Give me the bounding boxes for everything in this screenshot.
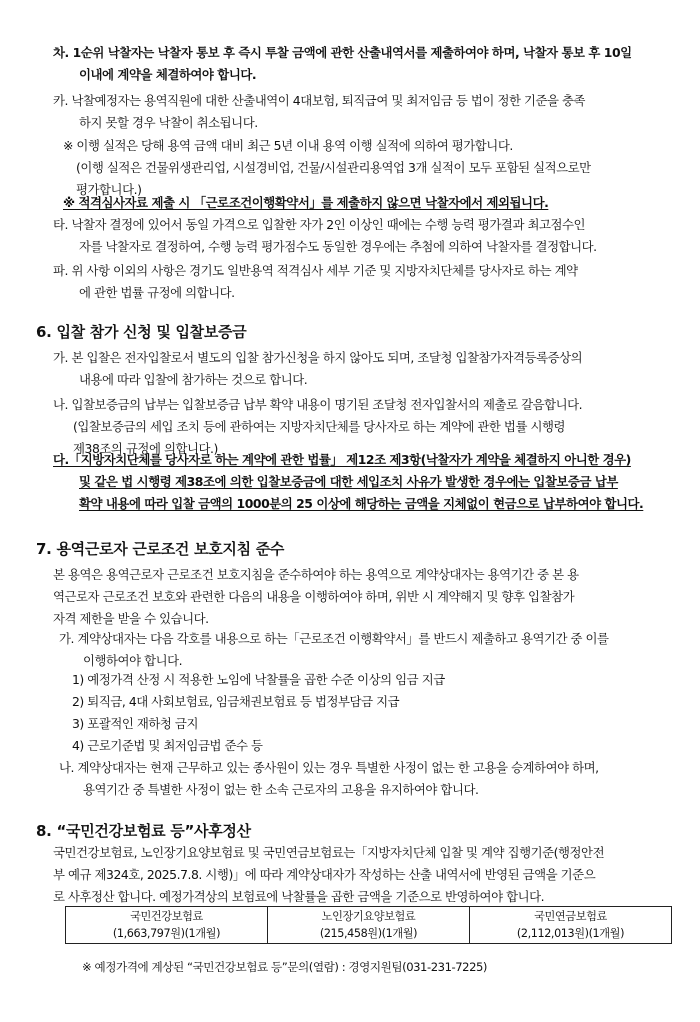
table-row: [66, 907, 672, 944]
longterm-care-amount: (215,458원)(1개월): [319, 927, 418, 940]
item-cha-line2: 이내에 계약을 체결하여야 합니다.: [79, 67, 257, 82]
note-labor-pledge: ※ 적격심사자료 제출 시 「근로조건이행확약서」를 제출하지 않으면 낙찰자에서 제외됩니다.: [63, 195, 549, 210]
pension-name: 국민연금보험료: [534, 910, 607, 923]
s8-footnote: ※ 예정가격에 계상된 “국민건강보험료 등”문의(열람) : 경영지원팀(031-231-7225): [82, 960, 488, 974]
s7-intro: [53, 564, 579, 630]
item-cha: [53, 42, 632, 86]
s6-item-na-line2: (입찰보증금의 세입 조치 등에 관하여는 지방자치단체를 당사자로 하는 계약에 관한 법률 시행령: [73, 419, 566, 434]
health-insurance-amount: (1,663,797원)(1개월): [112, 927, 221, 940]
item-cha-line1: 차. 1순위 낙찰자는 낙찰자 통보 후 즉시 투찰 금액에 관한 산출내역서를 제출하여야 하며, 낙찰자 통보 후 10일: [53, 45, 632, 60]
table-cell-pension: [470, 907, 672, 944]
s8-body-line1: 국민건강보험료, 노인장기요양보험료 및 국민연금보험료는「지방자치단체 입찰 및 계약 집행기준(행정안전: [53, 845, 605, 860]
table-cell-longterm-care: [268, 907, 470, 944]
s7-item-na-line1: 나. 계약상대자는 현재 근무하고 있는 종사원이 있는 경우 특별한 사정이 없는 한 고용을 승계하여야 하며,: [59, 760, 599, 775]
insurance-table: [65, 906, 672, 944]
section-6-heading: 6. 입찰 참가 신청 및 입찰보증금: [36, 323, 247, 341]
note-performance-line3: 평가합니다.): [76, 182, 142, 197]
s7-pledge-item-3: 3) 포괄적인 재하청 금지: [72, 716, 198, 731]
s8-body-line3: 로 사후정산 합니다. 예정가격상의 보험료에 낙찰률을 곱한 금액을 기준으로 반영하여야 합니다.: [53, 889, 545, 904]
note-performance-line2: (이행 실적은 건물위생관리업, 시설경비업, 건물/시설관리용역업 3개 실적이 모두 포함된 실적으로만: [76, 160, 591, 175]
item-ka: [53, 90, 585, 134]
section-7-heading: 7. 용역근로자 근로조건 보호지침 준수: [36, 540, 285, 558]
s7-intro-line1: 본 용역은 용역근로자 근로조건 보호지침을 준수하여야 하는 용역으로 계약상대자는 용역기간 중 본 용: [53, 567, 579, 582]
s7-pledge-item-4: 4) 근로기준법 및 최저임금법 준수 등: [72, 738, 263, 753]
s6-item-da-line1: 다.「지방자치단체를 당사자로 하는 계약에 관한 법률」 제12조 제3항(낙찰자가 계약을 체결하지 아니한 경우): [53, 452, 631, 467]
s7-item-ga: [59, 628, 609, 672]
s7-item-ga-line2: 이행하여야 합니다.: [83, 653, 183, 668]
item-ka-line2: 하지 못할 경우 낙찰이 취소됩니다.: [79, 115, 258, 130]
s7-intro-line2: 역근로자 근로조건 보호와 관련한 다음의 내용을 이행하여야 하며, 위반 시 계약해지 및 향후 입찰참가: [53, 589, 575, 604]
s6-item-ga: [53, 347, 582, 391]
health-insurance-name: 국민건강보험료: [130, 910, 203, 923]
s6-item-da: [53, 449, 643, 515]
s7-pledge-item-1: 1) 예정가격 산정 시 적용한 노임에 낙찰률을 곱한 수준 이상의 임금 지급: [72, 672, 445, 687]
longterm-care-name: 노인장기요양보험료: [321, 910, 416, 923]
table-cell-health: [66, 907, 268, 944]
s7-item-ga-line1: 가. 계약상대자는 다음 각호를 내용으로 하는「근로조건 이행확약서」를 반드시 제출하고 용역기간 중 이를: [59, 631, 609, 646]
item-ta: [53, 214, 597, 258]
item-ta-line2: 자를 낙찰자로 결정하여, 수행 능력 평가점수도 동일한 경우에는 추첨에 의하여 낙찰자를 결정합니다.: [79, 239, 597, 254]
s6-item-ga-line2: 내용에 따라 입찰에 참가하는 것으로 합니다.: [79, 372, 308, 387]
s7-pledge-list: [72, 669, 445, 757]
pension-amount: (2,112,013원)(1개월): [516, 927, 625, 940]
s7-intro-line3: 자격 제한을 받을 수 있습니다.: [53, 611, 209, 626]
item-pa: [53, 260, 578, 304]
s6-item-da-line2: 및 같은 법 시행령 제38조에 의한 입찰보증금에 대한 세입조치 사유가 발생한 경우에는 입찰보증금 납부: [79, 474, 618, 489]
note-performance-line1: ※ 이행 실적은 당해 용역 금액 대비 최근 5년 이내 용역 이행 실적에 의하여 평가합니다.: [63, 138, 513, 153]
s6-item-ga-line1: 가. 본 입찰은 전자입찰로서 별도의 입찰 참가신청을 하지 않아도 되며, 조달청 입찰참가자격등록증상의: [53, 350, 583, 365]
s8-body: [53, 842, 604, 908]
s7-item-na: [59, 757, 599, 801]
s6-item-da-line3: 확약 내용에 따라 입찰 금액의 1000분의 25 이상에 해당하는 금액을 지체없이 현금으로 납부하여야 합니다.: [79, 496, 644, 511]
s7-item-na-line2: 용역기간 중 특별한 사정이 없는 한 소속 근로자의 고용을 유지하여야 합니다.: [83, 782, 479, 797]
s8-body-line2: 부 예규 제324호, 2025.7.8. 시행)」에 따라 계약상대자가 작성하는 산출 내역서에 반영된 금액을 기준으: [53, 867, 596, 882]
s7-pledge-item-2: 2) 퇴직금, 4대 사회보험료, 임금채권보험료 등 법정부담금 지급: [72, 694, 400, 709]
s6-item-na-line3: 제38조의 규정에 의합니다.): [73, 441, 218, 456]
section-8-heading: 8. “국민건강보험료 등”사후정산: [36, 822, 251, 840]
item-ta-line1: 타. 낙찰자 결정에 있어서 동일 가격으로 입찰한 자가 2인 이상인 때에는 수행 능력 평가결과 최고점수인: [53, 217, 586, 232]
item-pa-line1: 파. 위 사항 이외의 사항은 경기도 일반용역 적격심사 세부 기준 및 지방자치단체를 당사자로 하는 계약: [53, 263, 578, 278]
item-pa-line2: 에 관한 법률 규정에 의합니다.: [79, 285, 235, 300]
s6-item-na-line1: 나. 입찰보증금의 납부는 입찰보증금 납부 확약 내용이 명기된 조달청 전자입찰서의 제출로 갈음합니다.: [53, 397, 583, 412]
item-ka-line1: 카. 낙찰예정자는 용역직원에 대한 산출내역이 4대보험, 퇴직급여 및 최저임금 등 법이 정한 기준을 충족: [53, 93, 586, 108]
